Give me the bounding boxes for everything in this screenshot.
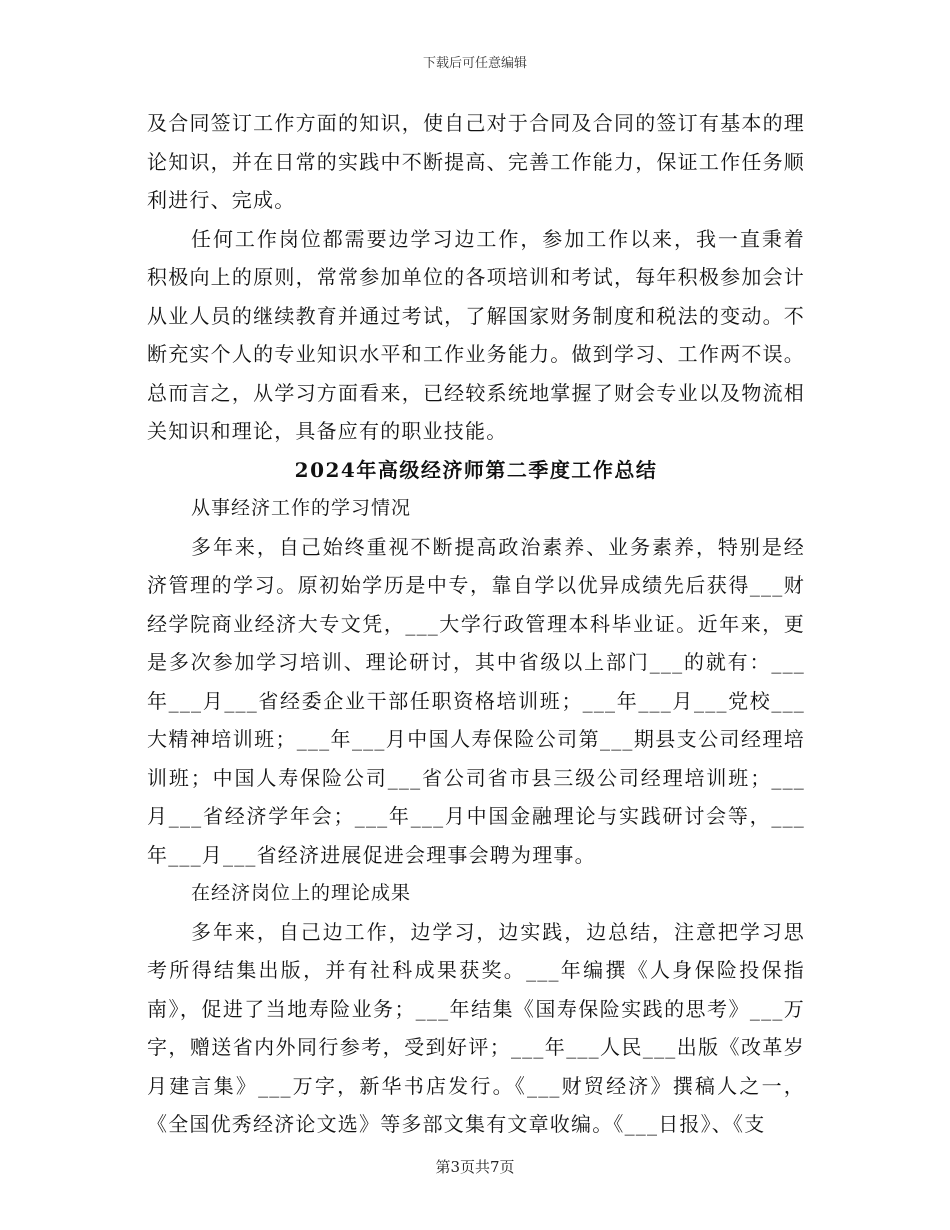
paragraph-study-details: 多年来，自己始终重视不断提高政治素养、业务素养，特别是经济管理的学习。原初始学历是中专，靠自学以优异成绩先后获得___财经学院商业经济大专文凭，___大学行政管理本科毕业证。近年来，更是多次参加学习培训、理论研讨，其中省级以上部门___的就有：___年___月___省经委企业干部任职资格培训班；___年___月___党校___大精神培训班；___年___月中国人寿保险公司第___期县支公司经理培训班；中国人寿保险公司___省公司省市县三级公司经理培训班；___月___省经济学年会；___年___月中国金融理论与实践研讨会等，___年___月___省经济进展促进会理事会聘为理事。 <box>147 534 805 867</box>
paragraph-contract-knowledge: 及合同签订工作方面的知识，使自己对于合同及合同的签订有基本的理论知识，并在日常的实践中不断提高、完善工作能力，保证工作任务顺利进行、完成。 <box>147 111 805 212</box>
section-heading-study: 从事经济工作的学习情况 <box>191 497 412 519</box>
document-title: 2024年高级经济师第二季度工作总结 <box>294 457 658 482</box>
page-number: 第3页共7页 <box>435 1158 515 1176</box>
paragraph-achievements: 多年来，自己边工作，边学习，边实践，边总结，注意把学习思考所得结集出版，并有社科成果获奖。___年编撰《人身保险投保指南》，促进了当地寿险业务；___年结集《国寿保险实践的思考》___万字，赠送省内外同行参考，受到好评；___年___人民___出版《改革岁月建言集》___万字，新华书店发行。《___财贸经济》撰稿人之一，《全国优秀经济论文选》等多部文集有文章收编。《___日报》、《支 <box>147 919 805 1136</box>
section-heading-achievements: 在经济岗位上的理论成果 <box>191 882 412 904</box>
paragraph-continuous-learning: 任何工作岗位都需要边学习边工作，参加工作以来，我一直秉着积极向上的原则，常常参加单位的各项培训和考试，每年积极参加会计从业人员的继续教育并通过考试，了解国家财务制度和税法的变动。不断充实个人的专业知识水平和工作业务能力。做到学习、工作两不误。总而言之，从学习方面看来，已经较系统地掌握了财会专业以及物流相关知识和理论，具备应有的职业技能。 <box>147 226 805 443</box>
page-header: 下载后可任意编辑 <box>422 56 527 71</box>
document-body <box>147 104 805 1144</box>
